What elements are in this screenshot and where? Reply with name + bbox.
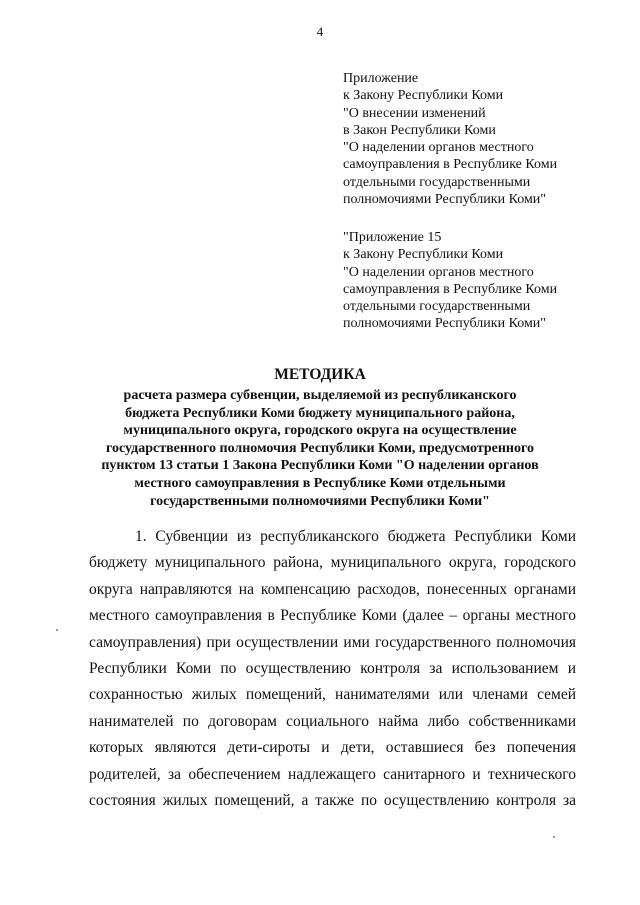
appendix-15-header — [343, 229, 633, 333]
appendix-15-line: отдельными государственными — [343, 299, 531, 315]
appendix-15-line: к Закону Республики Коми — [343, 247, 504, 263]
document-subtitle — [80, 387, 560, 510]
appendix-header-line: "О наделении органов местного — [343, 140, 534, 156]
scan-speck — [56, 629, 58, 631]
paragraph-line: сохранностью жилых помещений, нанимателями или членами семей — [89, 686, 576, 704]
appendix-header-line: Приложение — [343, 71, 419, 86]
paragraph-line: Республики Коми по осуществлению контроля за использованием и — [89, 660, 576, 678]
subtitle-line: государственными полномочиями Республики Коми" — [150, 493, 490, 509]
subtitle-line: бюджета Республики Коми бюджету муниципального района, — [125, 405, 515, 421]
paragraph-line: бюджету муниципального района, муниципального округа, городского — [89, 554, 576, 572]
appendix-header-line: полномочиями Республики Коми" — [343, 192, 547, 208]
scan-speck — [553, 836, 555, 838]
appendix-header-line: "О внесении изменений — [343, 105, 486, 121]
appendix-header-line: к Закону Республики Коми — [343, 88, 504, 104]
paragraph-line: 1. Субвенции из республиканского бюджета Республики Коми — [135, 528, 576, 545]
subtitle-line: пунктом 13 статьи 1 Закона Республики Коми "О наделении органов — [101, 458, 539, 474]
appendix-header-line: отдельными государственными — [343, 174, 531, 190]
appendix-15-line: полномочиями Республики Коми" — [343, 316, 547, 332]
paragraph-line: нанимателей по договорам социального найма либо собственниками — [89, 712, 576, 730]
appendix-header-line: самоуправления в Республике Коми — [343, 157, 558, 173]
paragraph-1 — [89, 524, 576, 814]
paragraph-line: местного самоуправления в Республике Коми (далее – органы местного — [89, 607, 576, 625]
subtitle-line: местного самоуправления в Республике Коми отдельными — [134, 475, 506, 491]
paragraph-line: которых являются дети-сироты и дети, оставшиеся без попечения — [89, 739, 576, 757]
paragraph-line: родителей, за обеспечением надлежащего санитарного и технического — [89, 765, 576, 783]
paragraph-line: состояния жилых помещений, а также по осуществлению контроля за — [89, 792, 576, 810]
appendix-15-line: самоуправления в Республике Коми — [343, 281, 558, 297]
appendix-header-line: в Закон Республики Коми — [343, 122, 496, 138]
subtitle-line: государственного полномочия Республики Коми, предусмотренного — [105, 440, 535, 456]
page-number: 4 — [316, 24, 324, 39]
document-title: МЕТОДИКА — [274, 366, 366, 383]
paragraph-line: округа направляются на компенсацию расходов, понесенных органами — [89, 580, 576, 598]
subtitle-line: муниципального округа, городского округа на осуществление — [123, 423, 517, 439]
appendix-15-line: "О наделении органов местного — [343, 264, 534, 280]
subtitle-line: расчета размера субвенции, выделяемой из республиканского — [123, 388, 517, 403]
appendix-15-line: "Приложение 15 — [343, 230, 442, 245]
paragraph-line: самоуправления) при осуществлении ими государственного полномочия — [89, 633, 576, 651]
appendix-header — [343, 70, 633, 208]
